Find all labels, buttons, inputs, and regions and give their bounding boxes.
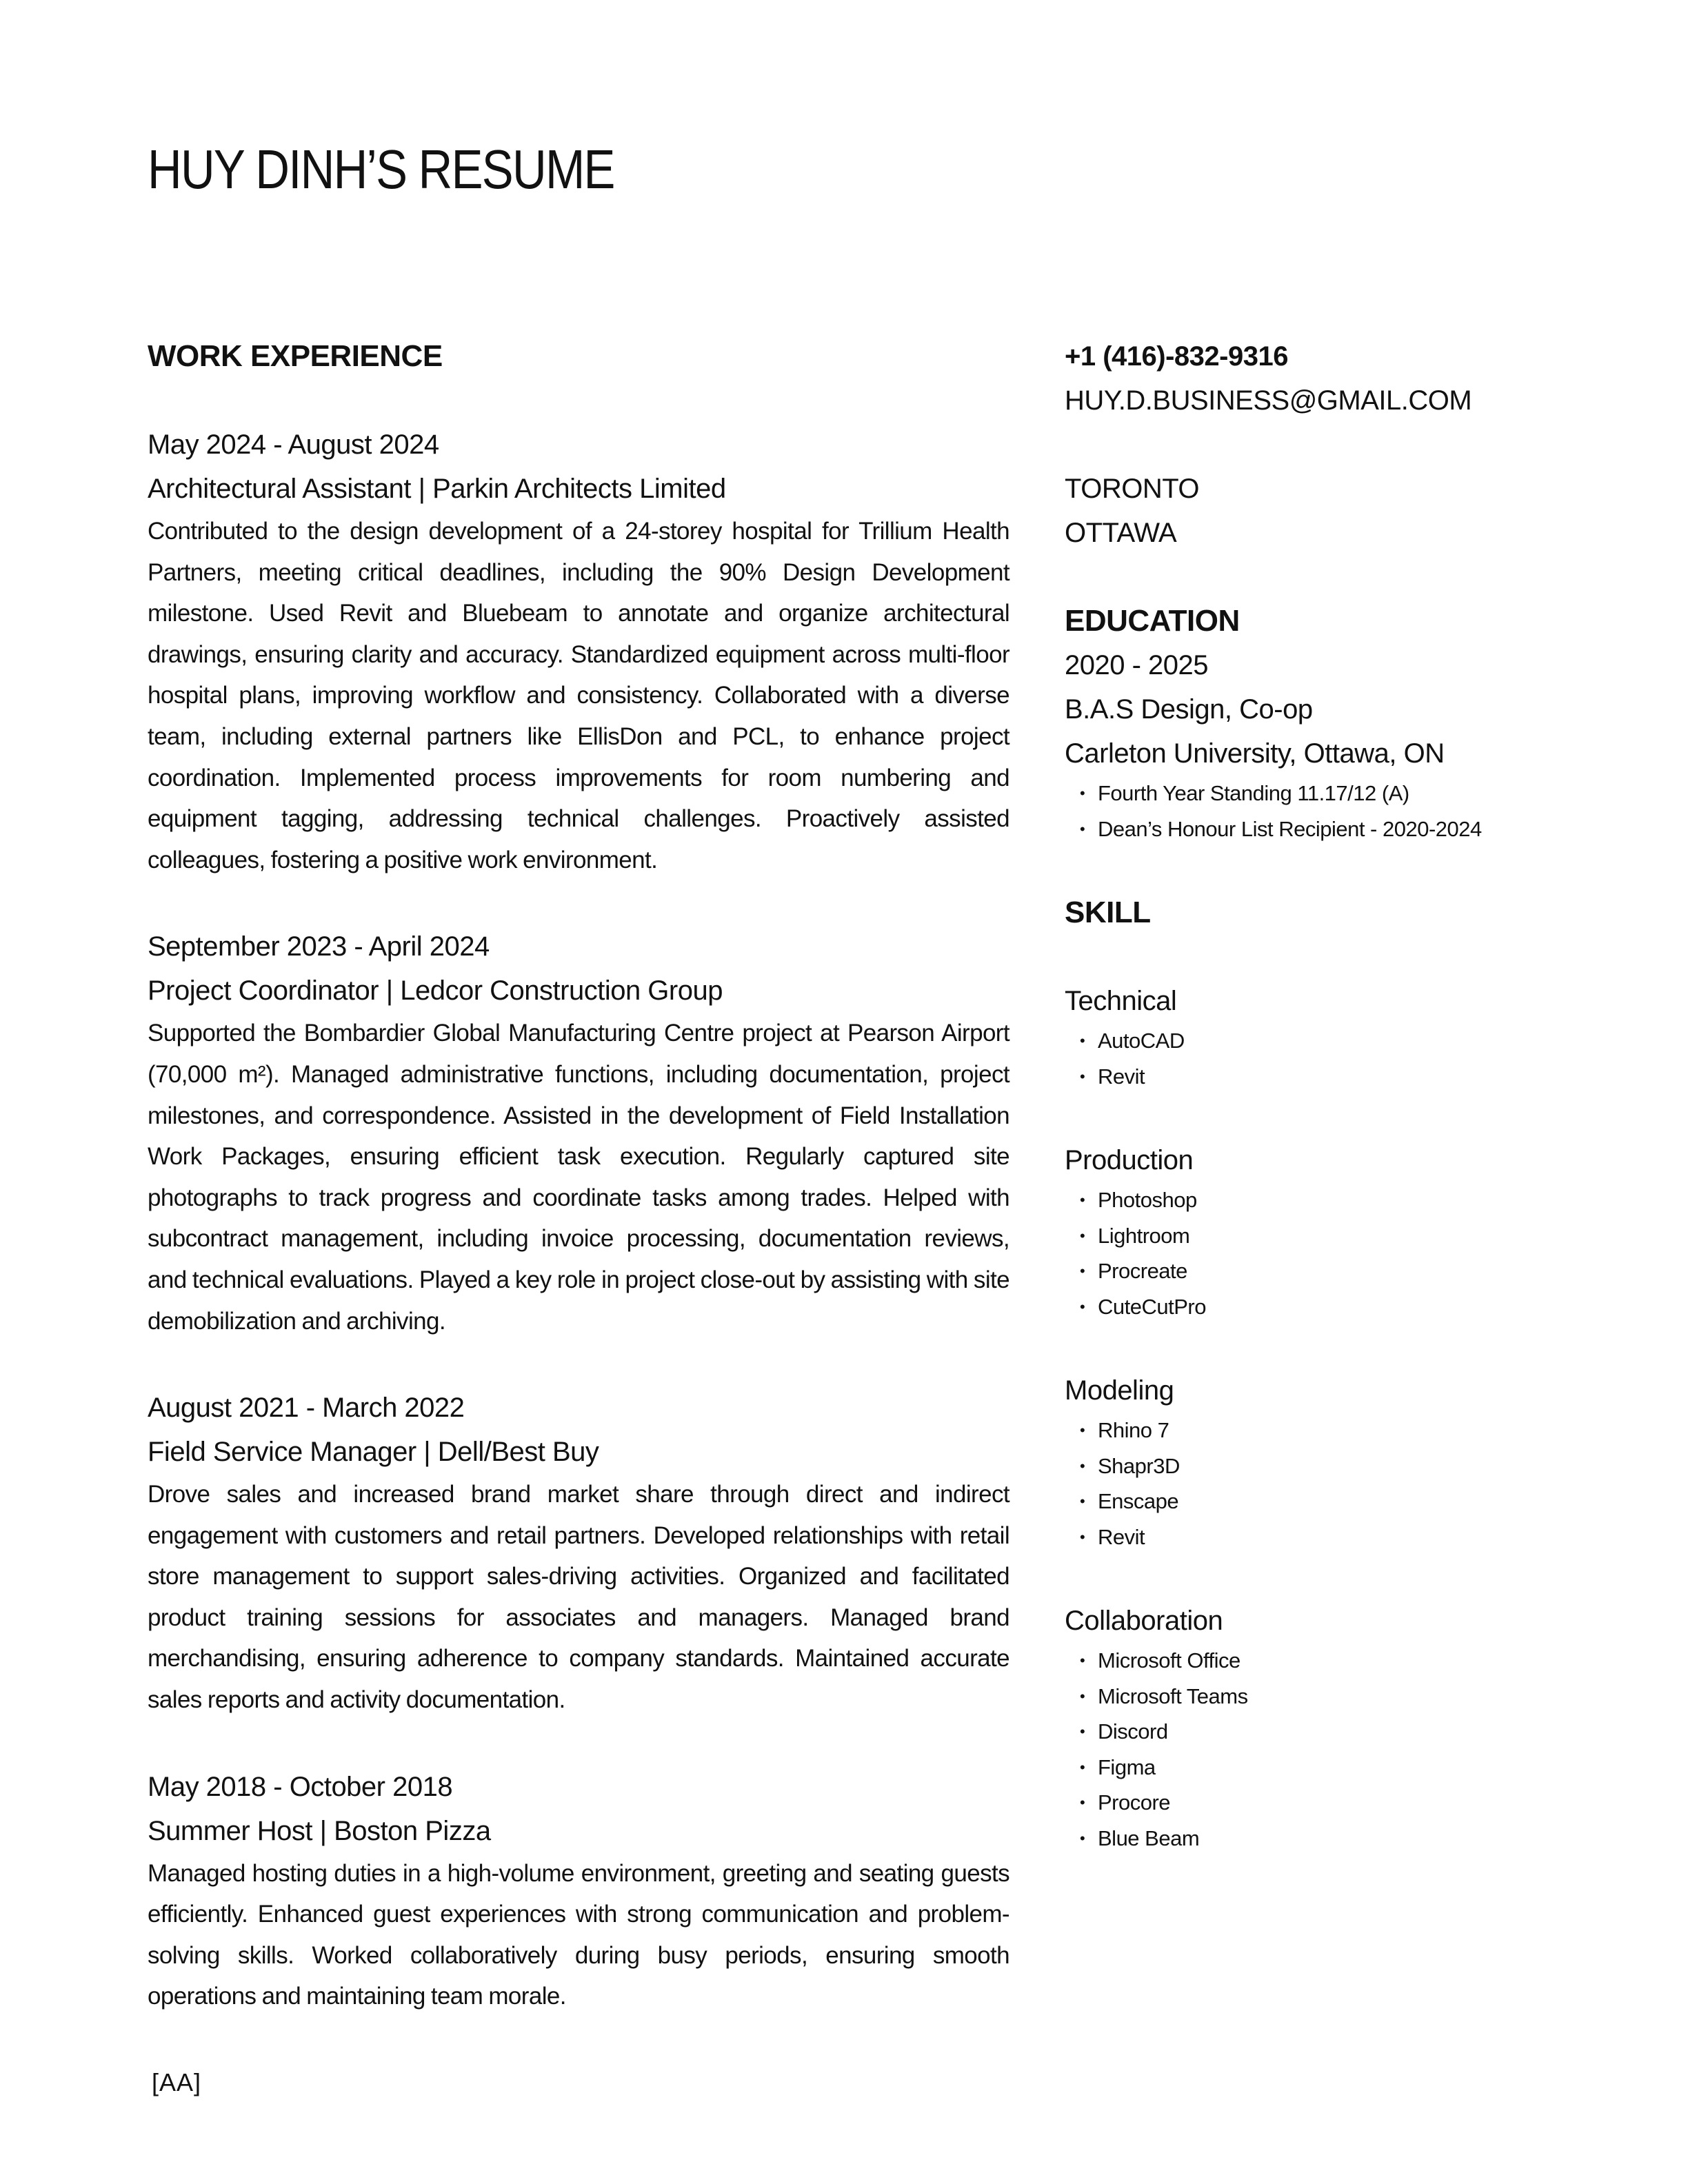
bullet-icon: •: [1080, 1226, 1085, 1244]
education-school: Carleton University, Ottawa, ON: [1065, 738, 1445, 769]
work-experience-heading: WORK EXPERIENCE: [148, 339, 443, 373]
skill-group-modeling: [1065, 1368, 1602, 1555]
bullet-icon: •: [1080, 1032, 1085, 1049]
list-item: • AutoCAD: [1065, 1023, 1602, 1059]
list-item: • Fourth Year Standing 11.17/12 (A): [1065, 776, 1602, 811]
job-dates: August 2021 - March 2022: [148, 1393, 465, 1424]
bullet-icon: •: [1080, 1067, 1085, 1085]
list-item: • Photoshop: [1065, 1182, 1602, 1218]
job-description: Managed hosting duties in a high-volume environment, greeting and seating guests efficiently. Enhanced guest experiences with strong communication and problem-solving skills. Worked collaboratively during busy periods, ensuring smooth operations and maintaining team morale.: [148, 1859, 1009, 2010]
job-title: Summer Host | Boston Pizza: [148, 1815, 491, 1846]
skill-list: [1065, 1413, 1602, 1555]
list-item: • Enscape: [1065, 1484, 1602, 1519]
bullet-icon: •: [1080, 1457, 1085, 1475]
skill-section: [1065, 891, 1602, 1856]
bullet-icon: •: [1080, 785, 1085, 802]
footer-mark: [AA]: [152, 2068, 202, 2096]
skill-group-title: Modeling: [1065, 1375, 1174, 1406]
job-description: Contributed to the design development of a 24-storey hospital for Trillium Health Partners, meeting critical deadlines, including the 90% Design Development milestone. Used Revit and Bluebeam to annotate and organize architectural drawings, ensuring clarity and accuracy. Standardized equipment across multi-floor hospital plans, improving workflow and consistency. Collaborated with a diverse team, including external partners like EllisDon and PCL, to enhance project coordination. Implemented process improvements for room numbering and equipment tagging, addressing technical challenges. Proactively assisted colleagues, fostering a positive work environment.: [148, 518, 1009, 873]
education-degree: B.A.S Design, Co-op: [1065, 694, 1313, 725]
list-item: • Rhino 7: [1065, 1413, 1602, 1448]
work-experience-section: [148, 334, 1009, 2017]
job-dates: September 2023 - April 2024: [148, 931, 490, 962]
location-item: OTTAWA: [1065, 518, 1177, 548]
skill-group-title: Production: [1065, 1145, 1194, 1175]
education-heading: EDUCATION: [1065, 604, 1240, 638]
job-title: Field Service Manager | Dell/Best Buy: [148, 1437, 599, 1468]
job-entry: [148, 1765, 1009, 2017]
skill-group-title: Technical: [1065, 986, 1177, 1016]
location-item: TORONTO: [1065, 474, 1200, 504]
list-item: • Microsoft Teams: [1065, 1679, 1602, 1715]
bullet-icon: •: [1080, 1422, 1085, 1439]
job-description: Supported the Bombardier Global Manufacturing Centre project at Pearson Airport (70,000 m²). Managed administrative functions, including documentation, project milestones, and correspondence. Assisted in the development of Field Installation Work Packages, ensuring efficient task execution. Regularly captured site photographs to track progress and coordinate tasks among trades. Helped with subcontract management, including invoice processing, documentation reviews, and technical evaluations. Played a key role in project close-out by assisting with site demobilization and archiving.: [148, 1020, 1009, 1335]
bullet-icon: •: [1080, 1652, 1085, 1669]
bullet-icon: •: [1080, 820, 1085, 838]
skill-group-title: Collaboration: [1065, 1606, 1223, 1636]
bullet-icon: •: [1080, 1262, 1085, 1280]
bullet-icon: •: [1080, 1297, 1085, 1315]
bullet-icon: •: [1080, 1758, 1085, 1776]
list-item: • Blue Beam: [1065, 1821, 1602, 1857]
job-title: Architectural Assistant | Parkin Architects Limited: [148, 474, 726, 504]
bullet-icon: •: [1080, 1794, 1085, 1811]
list-item: • Procore: [1065, 1785, 1602, 1821]
skill-group-production: [1065, 1138, 1602, 1324]
list-item: • Shapr3D: [1065, 1448, 1602, 1484]
education-years: 2020 - 2025: [1065, 650, 1209, 680]
bullet-icon: •: [1080, 1723, 1085, 1740]
education-section: [1065, 599, 1602, 847]
list-item: • Revit: [1065, 1519, 1602, 1555]
bullet-icon: •: [1080, 1493, 1085, 1510]
list-item: • Procreate: [1065, 1253, 1602, 1289]
job-entry: [148, 1386, 1009, 1721]
email-address: HUY.D.BUSINESS@GMAIL.COM: [1065, 385, 1472, 416]
skill-list: [1065, 1023, 1602, 1094]
phone-number: +1 (416)-832-9316: [1065, 341, 1288, 372]
sidebar-column: [1065, 334, 1602, 1856]
bullet-icon: •: [1080, 1829, 1085, 1847]
job-description: Drove sales and increased brand market share through direct and indirect engagement with customers and retail partners. Developed relationships with retail store management to support sales-driving activities. Organized and facilitated product training sessions for associates and managers. Managed brand merchandising, ensuring adherence to company standards. Maintained accurate sales reports and activity documentation.: [148, 1481, 1009, 1714]
education-details-list: [1065, 776, 1602, 847]
bullet-icon: •: [1080, 1528, 1085, 1546]
job-dates: May 2024 - August 2024: [148, 429, 439, 460]
job-title: Project Coordinator | Ledcor Construction Group: [148, 975, 723, 1007]
bullet-icon: •: [1080, 1687, 1085, 1705]
job-entry: [148, 423, 1009, 880]
skill-group-technical: [1065, 979, 1602, 1094]
skill-list: [1065, 1643, 1602, 1856]
contact-block: [1065, 334, 1602, 555]
job-dates: May 2018 - October 2018: [148, 1771, 453, 1802]
list-item: • Figma: [1065, 1750, 1602, 1786]
list-item: • Revit: [1065, 1059, 1602, 1095]
list-item: • Lightroom: [1065, 1218, 1602, 1254]
list-item: • Microsoft Office: [1065, 1643, 1602, 1679]
skill-group-collaboration: [1065, 1599, 1602, 1856]
job-entry: [148, 924, 1009, 1342]
page-title: HUY DINH’S RESUME: [148, 139, 614, 200]
list-item: • CuteCutPro: [1065, 1289, 1602, 1325]
list-item: • Dean’s Honour List Recipient - 2020-2024: [1065, 811, 1602, 847]
skill-heading: SKILL: [1065, 896, 1151, 929]
bullet-icon: •: [1080, 1191, 1085, 1209]
list-item: • Discord: [1065, 1714, 1602, 1750]
skill-list: [1065, 1182, 1602, 1324]
